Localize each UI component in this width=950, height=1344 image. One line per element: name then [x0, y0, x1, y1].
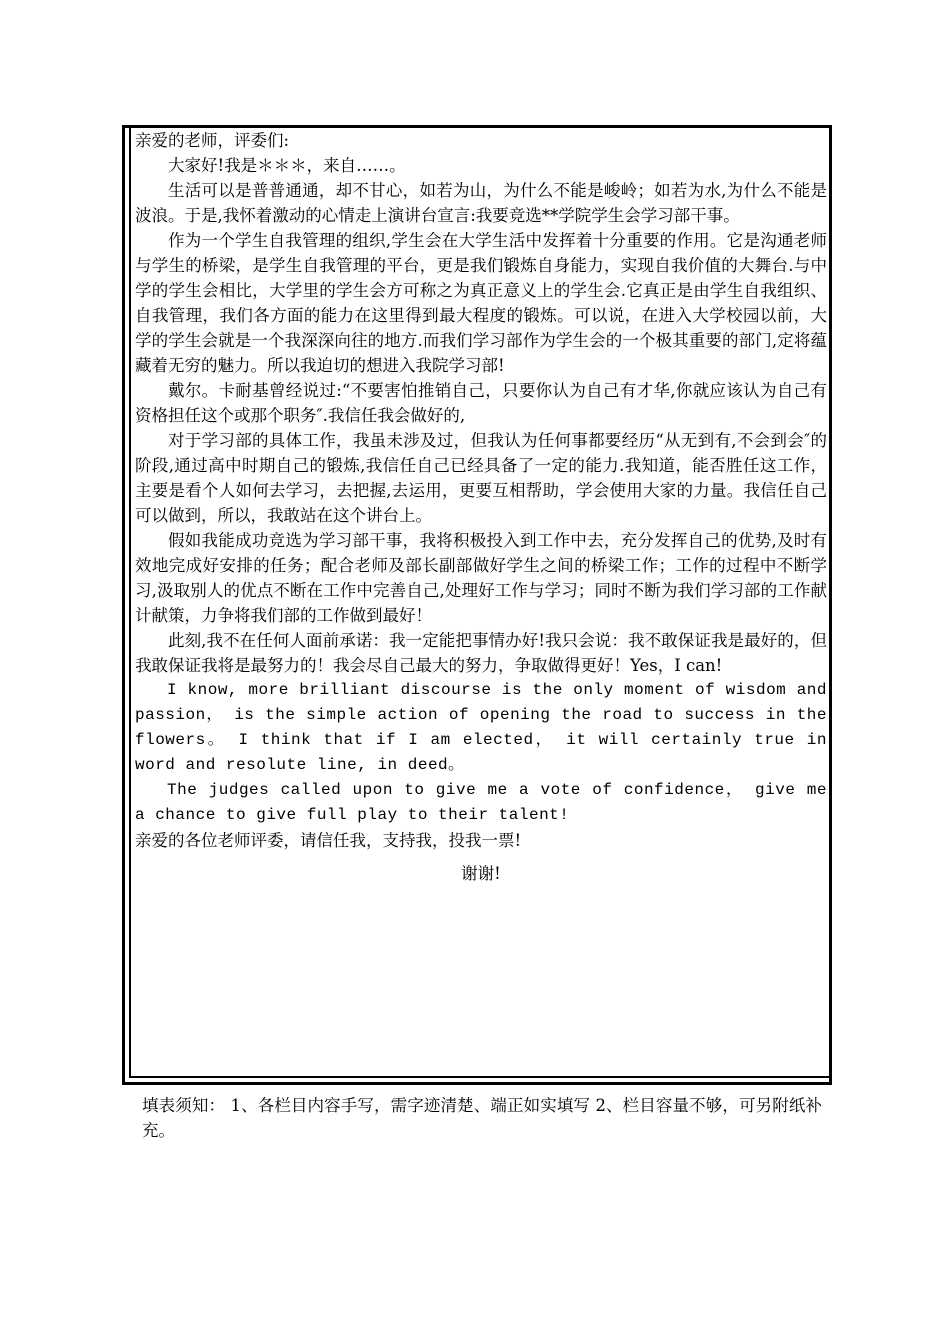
intro-paragraph: 大家好!我是＊＊＊，来自……。 — [168, 156, 406, 175]
form-footnote: 填表须知： 1、各栏目内容手写，需字迹清楚、端正如实填写 2、栏目容量不够，可另附纸补充。 — [142, 1096, 822, 1140]
paragraph-1: 生活可以是普普通通，却不甘心，如若为山，为什么不能是峻岭；如若为水,为什么不能是波浪。于是,我怀着激动的心情走上演讲台宣言:我要竞选**学院学生会学习部干事。 — [135, 181, 827, 225]
paragraph-6: 此刻,我不在任何人面前承诺：我一定能把事情办好!我只会说：我不敢保证我是最好的，但我敢保证我将是最努力的！我会尽自己最大的努力，争取做得更好！Yes，I can! — [135, 631, 827, 675]
closing-line: 亲爱的各位老师评委，请信任我，支持我，投我一票! — [135, 831, 522, 850]
paragraph-7-english: I know, more brilliant discourse is the only moment of wisdom and passion， is the simple action of opening the road to success in the flowers。 I think that if I am elected， it will certainly true in word and resolute line, in deed。 — [135, 681, 827, 774]
paragraph-4: 对于学习部的具体工作，我虽未涉及过，但我认为任何事都要经历“从无到有,不会到会″的阶段,通过高中时期自己的锻炼,我信任自己已经具备了一定的能力.我知道，能否胜任这工作，主要是看个人如何去学习，去把握,去运用，更要互相帮助，学会使用大家的力量。我信任自己可以做到，所以，我敢站在这个讲台上。 — [135, 431, 827, 525]
paragraph-8-english: The judges called upon to give me a vote of confidence， give me a chance to give full play to their talent! — [135, 781, 827, 824]
greeting: 亲爱的老师，评委们: — [135, 131, 290, 150]
paragraph-5: 假如我能成功竞选为学习部干事，我将积极投入到工作中去，充分发挥自己的优势,及时有效地完成好安排的任务；配合老师及部长副部做好学生之间的桥梁工作；工作的过程中不断学习,汲取别人的优点不断在工作中完善自己,处理好工作与学习；同时不断为我们学习部的工作献计献策，力争将我们部的工作做到最好！ — [135, 531, 827, 625]
speech-content — [135, 128, 827, 886]
paragraph-3: 戴尔。卡耐基曾经说过:“不要害怕推销自己，只要你认为自己有才华,你就应该认为自己有资格担任这个或那个职务″.我信任我会做好的, — [135, 381, 827, 425]
thanks-line: 谢谢! — [461, 864, 501, 883]
paragraph-2: 作为一个学生自我管理的组织,学生会在大学生活中发挥着十分重要的作用。它是沟通老师与学生的桥梁，是学生自我管理的平台，更是我们锻炼自身能力，实现自我价值的大舞台.与中学的学生会相比，大学里的学生会方可称之为真正意义上的学生会.它真正是由学生自我组织、自我管理，我们各方面的能力在这里得到最大程度的锻炼。可以说，在进入大学校园以前，大学的学生会就是一个我深深向往的地方.而我们学习部作为学生会的一个极其重要的部门,定将蕴藏着无穷的魅力。所以我迫切的想进入我院学习部! — [135, 231, 827, 375]
